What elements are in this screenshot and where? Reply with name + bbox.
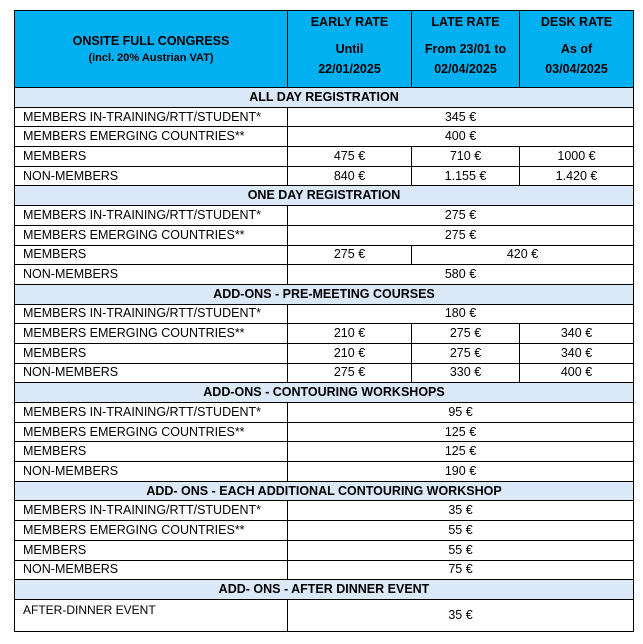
rate-header-period: Until xyxy=(335,42,364,56)
table-row xyxy=(15,127,634,147)
row-label: NON-MEMBERS xyxy=(15,560,288,580)
table-row xyxy=(15,462,634,482)
rate-cell: 330 € xyxy=(412,363,520,383)
table-row xyxy=(15,147,634,167)
table-row xyxy=(15,324,634,344)
row-label: MEMBERS EMERGING COUNTRIES** xyxy=(15,422,288,442)
rate-header-date: 02/04/2025 xyxy=(434,62,497,76)
rate-cell: 190 € xyxy=(288,462,634,482)
row-label: MEMBERS xyxy=(15,343,288,363)
table-row xyxy=(15,521,634,541)
section-title: ADD-ONS - PRE-MEETING COURSES xyxy=(15,284,634,304)
rate-cell: 35 € xyxy=(288,501,634,521)
rate-header-label: LATE RATE xyxy=(431,15,500,29)
table-row xyxy=(15,403,634,423)
rate-header-date: 22/01/2025 xyxy=(318,62,381,76)
rate-cell: 1.420 € xyxy=(520,166,634,186)
section-title: ALL DAY REGISTRATION xyxy=(15,88,634,108)
row-label: MEMBERS xyxy=(15,540,288,560)
row-label: MEMBERS xyxy=(15,245,288,265)
rate-cell: 210 € xyxy=(288,324,412,344)
row-label: MEMBERS EMERGING COUNTRIES** xyxy=(15,127,288,147)
rate-cell: 35 € xyxy=(288,599,634,631)
rate-cell: 580 € xyxy=(288,265,634,285)
rate-cell: 55 € xyxy=(288,521,634,541)
early-rate-header xyxy=(288,11,412,88)
rate-cell: 1.155 € xyxy=(412,166,520,186)
header-title-cell xyxy=(15,11,288,88)
rate-cell: 420 € xyxy=(412,245,634,265)
row-label: NON-MEMBERS xyxy=(15,363,288,383)
table-row xyxy=(15,166,634,186)
rate-cell: 275 € xyxy=(288,225,634,245)
row-label: NON-MEMBERS xyxy=(15,166,288,186)
row-label: AFTER-DINNER EVENT xyxy=(15,599,288,631)
rate-cell: 400 € xyxy=(288,127,634,147)
rate-cell: 275 € xyxy=(288,245,412,265)
rate-cell: 275 € xyxy=(412,343,520,363)
rate-cell: 475 € xyxy=(288,147,412,167)
table-row xyxy=(15,206,634,226)
row-label: NON-MEMBERS xyxy=(15,265,288,285)
row-label: MEMBERS EMERGING COUNTRIES** xyxy=(15,225,288,245)
section-header-row xyxy=(15,88,634,108)
rate-cell: 400 € xyxy=(520,363,634,383)
table-row xyxy=(15,422,634,442)
table-row xyxy=(15,599,634,631)
rate-table xyxy=(14,10,634,632)
row-label: MEMBERS IN-TRAINING/RTT/STUDENT* xyxy=(15,206,288,226)
row-label: MEMBERS IN-TRAINING/RTT/STUDENT* xyxy=(15,501,288,521)
rate-cell: 125 € xyxy=(288,422,634,442)
section-title: ONE DAY REGISTRATION xyxy=(15,186,634,206)
table-row xyxy=(15,363,634,383)
rate-cell: 125 € xyxy=(288,442,634,462)
table-row xyxy=(15,304,634,324)
table-header-row xyxy=(15,11,634,88)
section-title: ADD- ONS - EACH ADDITIONAL CONTOURING WORKSHOP xyxy=(15,481,634,501)
rate-header-label: EARLY RATE xyxy=(310,15,389,29)
rate-header-period: As of xyxy=(560,42,593,56)
section-header-row xyxy=(15,186,634,206)
table-row xyxy=(15,343,634,363)
table-row xyxy=(15,442,634,462)
section-title: ADD-ONS - CONTOURING WORKSHOPS xyxy=(15,383,634,403)
table-row xyxy=(15,540,634,560)
section-title: ADD- ONS - AFTER DINNER EVENT xyxy=(15,580,634,600)
rate-cell: 345 € xyxy=(288,107,634,127)
row-label: MEMBERS EMERGING COUNTRIES** xyxy=(15,521,288,541)
row-label: MEMBERS IN-TRAINING/RTT/STUDENT* xyxy=(15,403,288,423)
rate-cell: 275 € xyxy=(288,206,634,226)
section-header-row xyxy=(15,383,634,403)
section-header-row xyxy=(15,580,634,600)
row-label: MEMBERS IN-TRAINING/RTT/STUDENT* xyxy=(15,107,288,127)
rate-cell: 95 € xyxy=(288,403,634,423)
row-label: MEMBERS xyxy=(15,147,288,167)
rate-header-period: From 23/01 to xyxy=(424,42,507,56)
rate-cell: 340 € xyxy=(520,343,634,363)
table-row xyxy=(15,265,634,285)
rate-cell: 75 € xyxy=(288,560,634,580)
rate-cell: 275 € xyxy=(412,324,520,344)
table-row xyxy=(15,245,634,265)
header-title: ONSITE FULL CONGRESS xyxy=(72,33,230,48)
rate-cell: 340 € xyxy=(520,324,634,344)
row-label: MEMBERS EMERGING COUNTRIES** xyxy=(15,324,288,344)
late-rate-header xyxy=(412,11,520,88)
rate-cell: 55 € xyxy=(288,540,634,560)
table-row xyxy=(15,107,634,127)
row-label: MEMBERS IN-TRAINING/RTT/STUDENT* xyxy=(15,304,288,324)
rate-cell: 710 € xyxy=(412,147,520,167)
rate-cell: 210 € xyxy=(288,343,412,363)
rate-header-date: 03/04/2025 xyxy=(545,62,608,76)
section-header-row xyxy=(15,481,634,501)
rate-cell: 180 € xyxy=(288,304,634,324)
desk-rate-header xyxy=(520,11,634,88)
row-label: MEMBERS xyxy=(15,442,288,462)
header-subtitle: (incl. 20% Austrian VAT) xyxy=(88,51,214,64)
section-header-row xyxy=(15,284,634,304)
rate-cell: 275 € xyxy=(288,363,412,383)
rate-cell: 1000 € xyxy=(520,147,634,167)
rate-header-label: DESK RATE xyxy=(540,15,613,29)
table-row xyxy=(15,560,634,580)
table-row xyxy=(15,501,634,521)
rate-cell: 840 € xyxy=(288,166,412,186)
row-label: NON-MEMBERS xyxy=(15,462,288,482)
rate-table-body xyxy=(15,88,634,632)
table-row xyxy=(15,225,634,245)
